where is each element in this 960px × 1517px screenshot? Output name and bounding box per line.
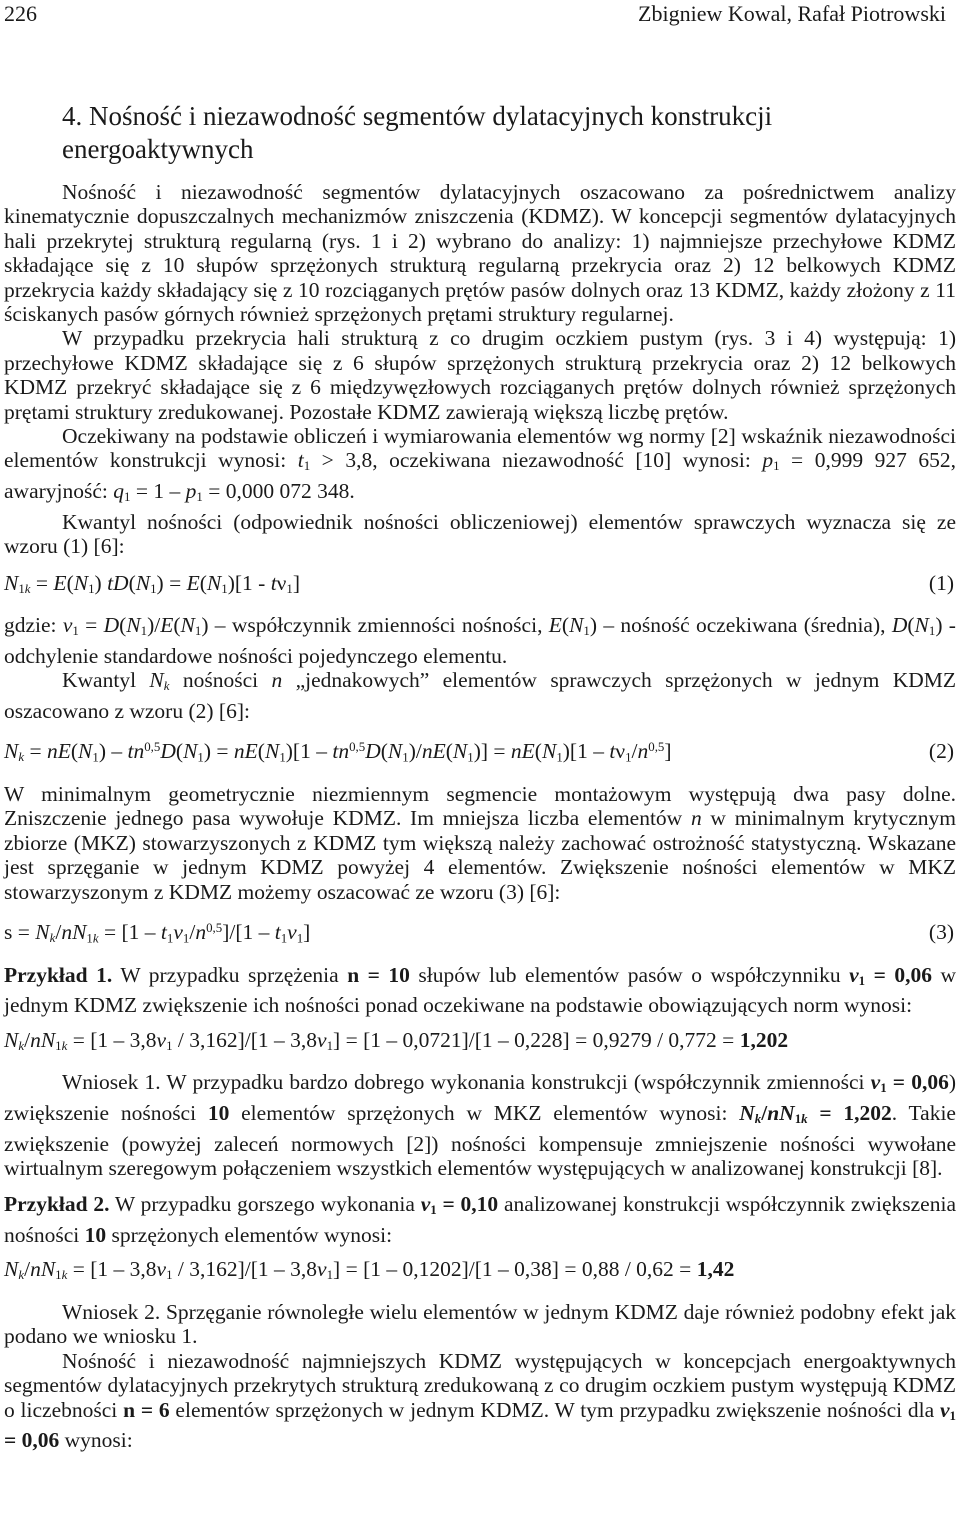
equation-2-number: (2) (928, 739, 954, 764)
result-2: $N_k/nN_{1k} = [1 - 3,8v_1 / 3,162]/[1 - 3,8v_1] = [1 - 0,1202]/[1 - 0,38] = 0,88 / 0,62 = 1,42$ (4, 1257, 735, 1283)
section-title: 4. Nośność i niezawodność segmentów dylatacyjnych konstrukcji energoaktywnych (62, 101, 773, 164)
conclusion-2: Wniosek 2. Sprzęganie równoległe wielu elementów w jednym KDMZ daje również podobny efekt jak podano we wniosku 1. (4, 1300, 956, 1349)
paragraph-reduced-structure: Nośność i niezawodność najmniejszych KDMZ występujących w koncepcjach energoaktywnych segmentów dylatacyjnych przekrytych strukturą zredukowaną z co drugim oczkiem pustym występują KDMZ o liczebności n = 6 elementów sprzężonych w jednym KDMZ. W tym przypadku zwiększenie nośności dla $v_1 = 0,06$ wynosi: (4, 1348, 956, 1453)
running-header (4, 0, 956, 30)
equation-3-body: $s = N_k/nN_{1k} = [1 - t_1v_1/n^{0,5}]/[1 - t_1v_1]$ (4, 920, 311, 946)
paragraph-quantile-n: Kwantyl $N_k$ nośności n „jednakowych” elementów sprawczych sprzężonych w jednym KDMZ oszacowano z wzoru (2) [6]: (4, 668, 956, 723)
paragraph-quantile: Kwantyl nośności (odpowiednik nośności obliczeniowej) elementów sprawczych wyznacza się ze wzoru (1) [6]: (4, 509, 956, 559)
equation-3-number: (3) (928, 920, 954, 945)
body-text (4, 180, 956, 1453)
equation-1 (4, 571, 956, 602)
example-2: Przykład 2. W przypadku gorszego wykonania $v_1 = 0,10$ analizowanej konstrukcji współczynnik zwiększenia nośności 10 sprzężonych elementów wynosi: (4, 1192, 956, 1248)
page-number: 226 (4, 1, 37, 26)
paragraph-mkz: W minimalnym geometrycznie niezmiennym segmencie montażowym występują dwa pasy dolne. Zniszczenie jednego pasa wywołuje KDMZ. Im mniejsza liczba elementów n w minimalnym krytycznym zbiorze (MKZ) stowarzyszonych z KDMZ tym większą należy zachować ostrożność statystyczną. Wskazane jest sprzęganie w jednym KDMZ powyżej 4 elementów. Zwiększenie nośności elementów w MKZ stowarzyszonym z KDMZ możemy oszacować ze wzoru (3) [6]: (4, 781, 957, 904)
equation-1-number: (1) (928, 570, 954, 595)
running-head-authors: Zbigniew Kowal, Rafał Piotrowski (638, 1, 946, 26)
paragraph-empty-mesh: W przypadku przekrycia hali strukturą z co drugim oczkiem pustym (rys. 3 i 4) występują: 1) przechyłowe KDMZ składające się z 6 słupów sprzężonych strukturą przekrycia oraz 2) 12 belkowych KDMZ przekryć składające się z 6 międzywęzłowych rozciąganych prętów dolnych również sprzężonych prętami struktury zredukowanej. Pozostałe KDMZ zawierają większą liczbę prętów. (4, 326, 956, 424)
paragraph-kdmz-intro: Nośność i niezawodność segmentów dylatacyjnych oszacowano za pośrednictwem analizy kinematycznie dopuszczalnych mechanizmów zniszczenia (KDMZ). W koncepcji segmentów dylatacyjnych hali przekrytej strukturą regularną (rys. 1 i 2) wybrano do analizy: 1) najmniejsze przechyłowe KDMZ składające się z 10 słupów sprzężonych strukturą regularną przekrycia oraz 2) 12 belkowych KDMZ przekrycia każdy składający się z 10 rozciąganych prętów pasów dolnych oraz 13 KDMZ, każdy złożony z 11 ściskanych pasów górnych również sprzężonych prętami struktury regularnej. (4, 180, 956, 327)
equation-2-body: $N_k = nE(N_1) - tn^{0,5}D(N_1) = nE(N_1)[1 - tn^{0,5}D(N_1)/nE(N_1)] = nE(N_1)[1 - t\nu_1/n^{0,5}]$ (4, 739, 672, 765)
equation-1-body: $N_{1k} = E(N_1) tD(N_1) = E(N_1)[1 - t\nu_1]$ (4, 570, 301, 596)
equation-3 (4, 916, 956, 951)
conclusion-1: Wniosek 1. W przypadku bardzo dobrego wykonania konstrukcji (współczynnik zmienności $v_1 = 0,06$) zwiększenie nośności 10 elementów sprzężonych w MKZ elementów wynosi: $N_k/nN_{1k} = 1,202$. Takie zwiększenie (powyżej zaleceń normowych [2]) nośności kompensuje zmniejszenie nośności wywołane wirtualnym szeregowym połączeniem wszystkich elementów występujących w analizowanej konstrukcji [8]. (4, 1070, 956, 1180)
paragraph-where: gdzie: $v_1 = D(N_1)/E(N_1)$ – współczynnik zmienności nośności, $E(N_1)$ – nośność oczekiwana (średnia), $D(N_1)$ - odchylenie standardowe nośności pojedynczego elementu. (4, 613, 956, 668)
result-1: $N_k/nN_{1k} = [1 - 3,8v_1 / 3,162]/[1 - 3,8v_1] = [1 - 0,0721]/[1 - 0,228] = 0,9279 / 0,772 = 1,202$ (4, 1027, 789, 1053)
paragraph-reliability: Oczekiwany na podstawie obliczeń i wymiarowania elementów wg normy [2] wskaźnik niezawodności elementów konstrukcji wynosi: $t_1 > 3,8$, oczekiwana niezawodność [10] wynosi: $p_1 = 0,999$ 927 652, awaryjność: $q_1 = 1 - p_1 = 0,000$ 072 348. (4, 424, 956, 505)
example-1: Przykład 1. W przypadku sprzężenia n = 10 słupów lub elementów pasów o współczynniku $v_1 = 0,06$ w jednym KDMZ zwiększenie ich nośności ponad oczekiwane na podstawie obowiązujących norm wynosi: (4, 962, 957, 1018)
equation-2 (4, 735, 956, 770)
